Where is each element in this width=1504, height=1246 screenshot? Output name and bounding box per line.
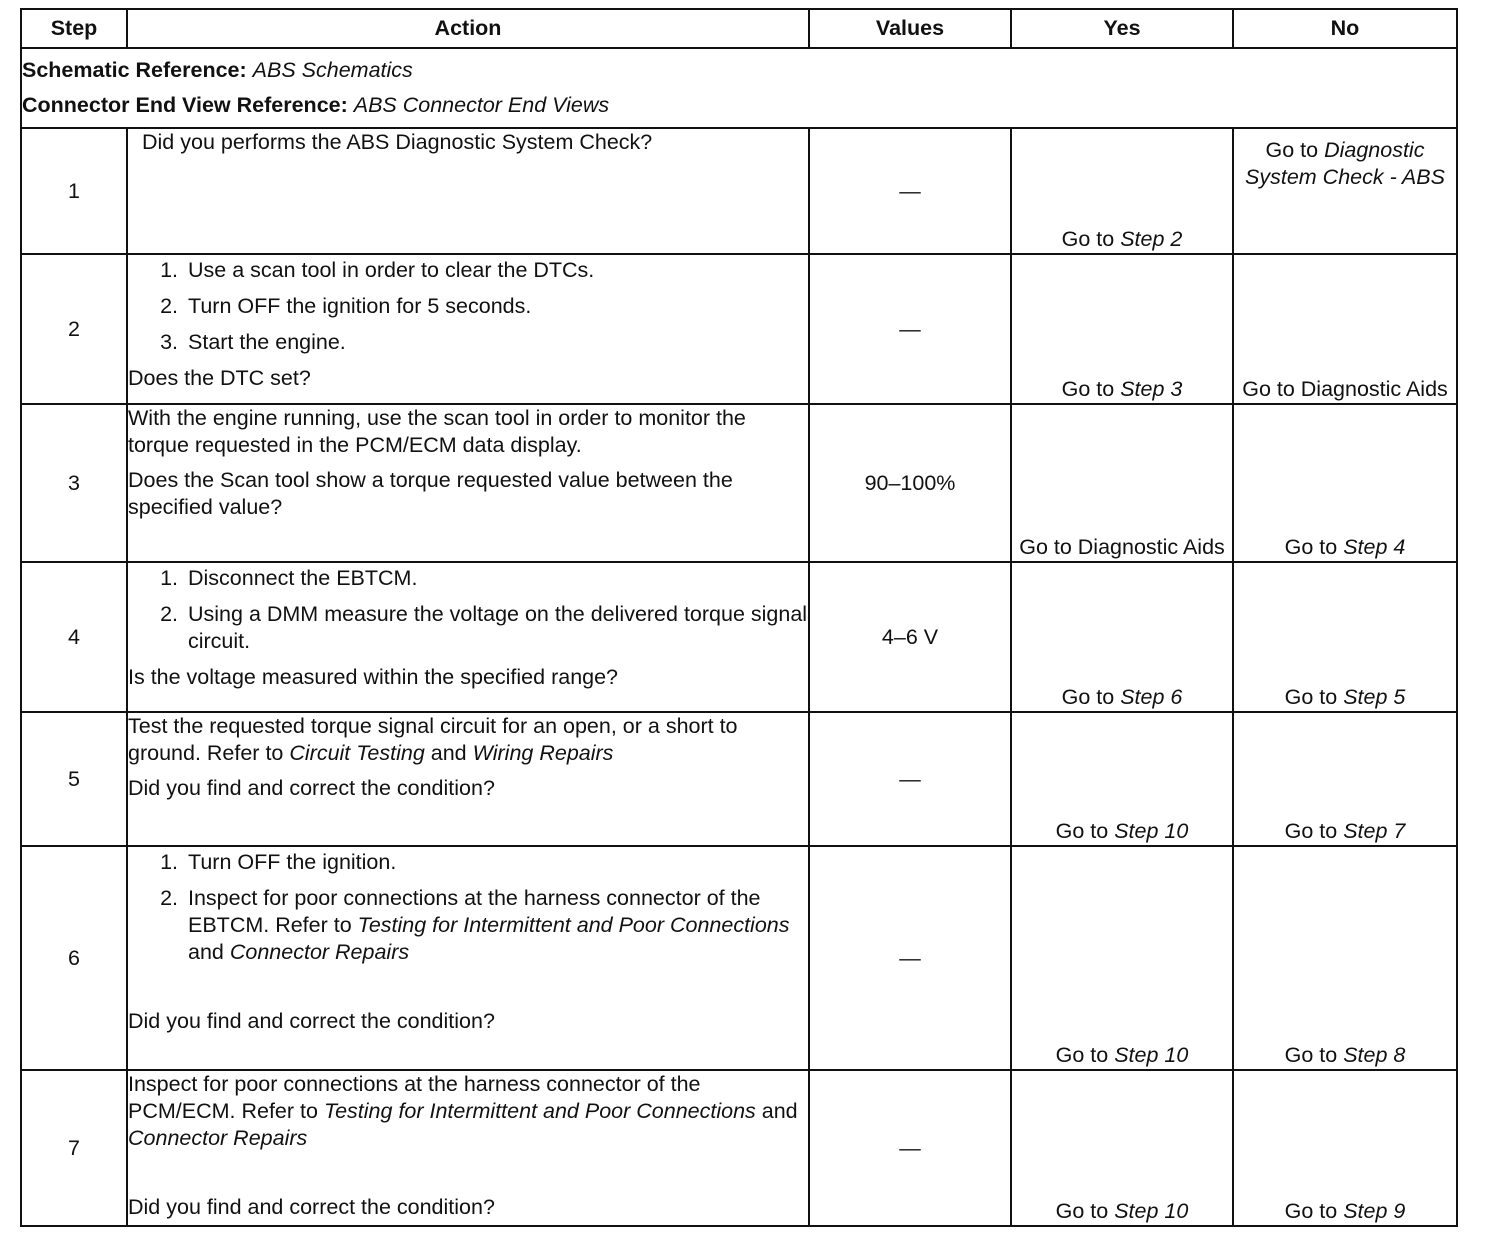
- diagnostic-table: [20, 8, 1458, 1227]
- connector-repairs-link[interactable]: Connector Repairs: [128, 1126, 308, 1150]
- action-cell: [127, 562, 809, 712]
- yes-cell: Go to Step 10: [1011, 1070, 1233, 1226]
- action-cell: [127, 128, 809, 254]
- header-step: Step: [21, 9, 127, 48]
- goto-link[interactable]: Diagnostic System Check - ABS: [1245, 138, 1445, 189]
- goto-link[interactable]: Step 10: [1114, 1043, 1189, 1067]
- step-number: 1: [21, 128, 127, 254]
- value-cell: —: [809, 712, 1011, 846]
- value-cell: —: [809, 128, 1011, 254]
- value-cell: 4–6 V: [809, 562, 1011, 712]
- table-row: [21, 562, 1457, 712]
- reference-row: [21, 48, 1457, 128]
- goto-link[interactable]: Step 8: [1343, 1043, 1406, 1067]
- goto-link[interactable]: Step 10: [1114, 1199, 1189, 1223]
- question-text: Did you find and correct the condition?: [128, 1009, 495, 1033]
- step-number: 4: [21, 562, 127, 712]
- table-row: [21, 846, 1457, 1070]
- goto-link[interactable]: Step 4: [1343, 535, 1406, 559]
- action-cell: [127, 254, 809, 404]
- header-yes: Yes: [1011, 9, 1233, 48]
- value-cell: 90–100%: [809, 404, 1011, 562]
- question-text: Did you find and correct the condition?: [128, 1195, 495, 1219]
- goto-link[interactable]: Step 6: [1120, 685, 1183, 709]
- table-row: [21, 128, 1457, 254]
- yes-cell: Go to Step 2: [1011, 128, 1233, 254]
- goto-link[interactable]: Go to Diagnostic Aids: [1019, 535, 1225, 559]
- table-row: [21, 254, 1457, 404]
- procedure-list: [128, 257, 808, 356]
- no-cell: Go to Step 7: [1233, 712, 1457, 846]
- table-row: [21, 404, 1457, 562]
- step-number: 3: [21, 404, 127, 562]
- action-cell: [127, 846, 809, 1070]
- no-cell: Go to Step 9: [1233, 1070, 1457, 1226]
- connector-repairs-link[interactable]: Connector Repairs: [229, 940, 410, 964]
- header-values: Values: [809, 9, 1011, 48]
- schematic-ref-link[interactable]: ABS Schematics: [252, 58, 413, 82]
- procedure-step: 1. Turn OFF the ignition.: [184, 849, 808, 876]
- table-row: [21, 712, 1457, 846]
- goto-link[interactable]: Step 10: [1114, 819, 1189, 843]
- procedure-step: 1. Disconnect the EBTCM.: [184, 565, 808, 592]
- header-no: No: [1233, 9, 1457, 48]
- yes-cell: Go to Step 10: [1011, 846, 1233, 1070]
- goto-link[interactable]: Step 2: [1120, 227, 1183, 251]
- table-row: [21, 1070, 1457, 1226]
- procedure-list: [128, 565, 808, 655]
- step-number: 7: [21, 1070, 127, 1226]
- question-text: Does the Scan tool show a torque requested value between the specified value?: [128, 468, 733, 519]
- action-text: Test the requested torque signal circuit for an open, or a short to ground. Refer to Circuit Testing and Wiring Repairs: [128, 714, 738, 765]
- no-cell: Go to Step 5: [1233, 562, 1457, 712]
- procedure-step: 3. Start the engine.: [184, 329, 808, 356]
- value-cell: —: [809, 846, 1011, 1070]
- action-text: With the engine running, use the scan tool in order to monitor the torque requested in the PCM/ECM data display.: [128, 406, 746, 457]
- header-row: [21, 9, 1457, 48]
- procedure-step: 2. Using a DMM measure the voltage on the delivered torque signal circuit.: [184, 601, 808, 655]
- no-cell: Go to Step 8: [1233, 846, 1457, 1070]
- action-text: Inspect for poor connections at the harness connector of the PCM/ECM. Refer to Testing for Intermittent and Poor Connections and Connector Repairs: [128, 1072, 798, 1150]
- goto-link[interactable]: Step 9: [1343, 1199, 1406, 1223]
- question-text: Did you find and correct the condition?: [128, 776, 495, 800]
- yes-cell: [1011, 404, 1233, 562]
- step-number: 6: [21, 846, 127, 1070]
- goto-link[interactable]: Step 7: [1343, 819, 1406, 843]
- action-cell: [127, 404, 809, 562]
- action-text: Did you performs the ABS Diagnostic System Check?: [142, 130, 653, 154]
- question-text: Is the voltage measured within the specified range?: [128, 665, 619, 689]
- yes-cell: Go to Step 3: [1011, 254, 1233, 404]
- goto-link[interactable]: Step 5: [1343, 685, 1406, 709]
- procedure-step: 1. Use a scan tool in order to clear the DTCs.: [184, 257, 808, 284]
- step-number: 5: [21, 712, 127, 846]
- action-cell: [127, 712, 809, 846]
- schematic-ref-label: Schematic Reference:: [22, 58, 247, 82]
- circuit-testing-link[interactable]: Circuit Testing: [289, 741, 425, 765]
- no-cell: [1233, 254, 1457, 404]
- connector-ref-link[interactable]: ABS Connector End Views: [353, 93, 610, 117]
- action-cell: [127, 1070, 809, 1226]
- header-action: Action: [127, 9, 809, 48]
- yes-cell: Go to Step 10: [1011, 712, 1233, 846]
- goto-link[interactable]: Go to Diagnostic Aids: [1242, 377, 1448, 401]
- no-cell: Go to Diagnostic System Check - ABS: [1233, 128, 1457, 254]
- intermittent-connections-link[interactable]: Testing for Intermittent and Poor Connections: [357, 913, 790, 937]
- procedure-step: 2. Inspect for poor connections at the harness connector of the EBTCM. Refer to Testing for Intermittent and Poor Connections and Connector Repairs: [184, 885, 808, 966]
- value-cell: —: [809, 1070, 1011, 1226]
- value-cell: —: [809, 254, 1011, 404]
- reference-cell: [21, 48, 1457, 128]
- procedure-step: 2. Turn OFF the ignition for 5 seconds.: [184, 293, 808, 320]
- step-number: 2: [21, 254, 127, 404]
- wiring-repairs-link[interactable]: Wiring Repairs: [472, 741, 614, 765]
- goto-link[interactable]: Step 3: [1120, 377, 1183, 401]
- question-text: Does the DTC set?: [128, 366, 311, 390]
- connector-ref-label: Connector End View Reference:: [22, 93, 348, 117]
- procedure-list: [128, 849, 808, 966]
- yes-cell: Go to Step 6: [1011, 562, 1233, 712]
- no-cell: Go to Step 4: [1233, 404, 1457, 562]
- intermittent-connections-link[interactable]: Testing for Intermittent and Poor Connections: [323, 1099, 756, 1123]
